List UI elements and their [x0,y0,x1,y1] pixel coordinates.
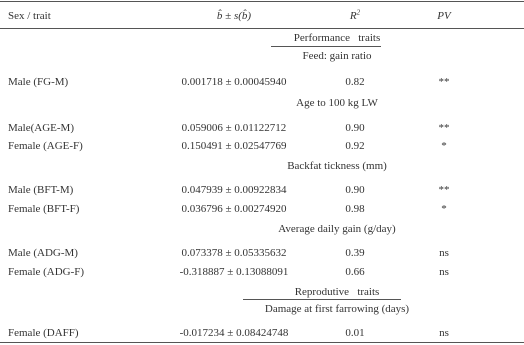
subtitle-feed-gain: Feed: gain ratio [302,50,372,62]
group-title-reproductive: Reprodutive traits [294,286,380,298]
row-r2: 0.98 [345,203,365,215]
row-pv: ** [438,76,450,88]
row-label: Male (BFT-M) [8,184,74,196]
header-rule [0,28,524,29]
row-pv: ** [438,184,450,196]
row-estimate: 0.047939 ± 0.00922834 [181,184,287,196]
subtitle-age: Age to 100 kg LW [296,97,378,109]
row-label: Female (AGE-F) [8,140,83,152]
row-pv: * [441,140,447,152]
row-estimate: 0.036796 ± 0.00274920 [181,203,287,215]
row-estimate: 0.001718 ± 0.00045940 [181,76,287,88]
row-pv: ns [439,327,449,339]
header-pv: PV [437,10,451,22]
row-estimate: 0.059006 ± 0.01122712 [181,122,287,134]
group-underline-performance [271,46,381,47]
row-pv: ns [439,247,449,259]
row-estimate: -0.318887 ± 0.13088091 [179,266,289,278]
row-estimate: 0.073378 ± 0.05335632 [181,247,287,259]
row-r2: 0.66 [345,266,365,278]
row-label: Male(AGE-M) [8,122,74,134]
row-label: Female (ADG-F) [8,266,85,278]
row-label: Male (ADG-M) [8,247,78,259]
header-estimate: b̂ ± s(b̂) [216,10,252,22]
row-pv: * [441,203,447,215]
bottom-rule [0,342,524,343]
row-pv: ** [438,122,450,134]
row-r2: 0.90 [345,184,365,196]
row-label: Male (FG-M) [8,76,69,88]
row-r2: 0.82 [345,76,365,88]
subtitle-backfat: Backfat tickness (mm) [287,160,387,172]
group-title-performance: Performance traits [293,32,381,44]
row-label: Female (DAFF) [8,327,79,339]
row-r2: 0.01 [345,327,365,339]
top-rule [0,1,524,2]
group-underline-reproductive [243,299,401,300]
row-r2: 0.39 [345,247,365,259]
row-estimate: -0.017234 ± 0.08424748 [179,327,289,339]
row-estimate: 0.150491 ± 0.02547769 [181,140,287,152]
row-label: Female (BFT-F) [8,203,80,215]
row-pv: ns [439,266,449,278]
row-r2: 0.90 [345,122,365,134]
subtitle-adg: Average daily gain (g/day) [278,223,396,235]
row-r2: 0.92 [345,140,365,152]
header-sex-trait: Sex / trait [8,10,51,22]
subtitle-daff: Damage at first farrowing (days) [264,303,410,315]
header-r-squared: $R^2$ [349,8,361,22]
